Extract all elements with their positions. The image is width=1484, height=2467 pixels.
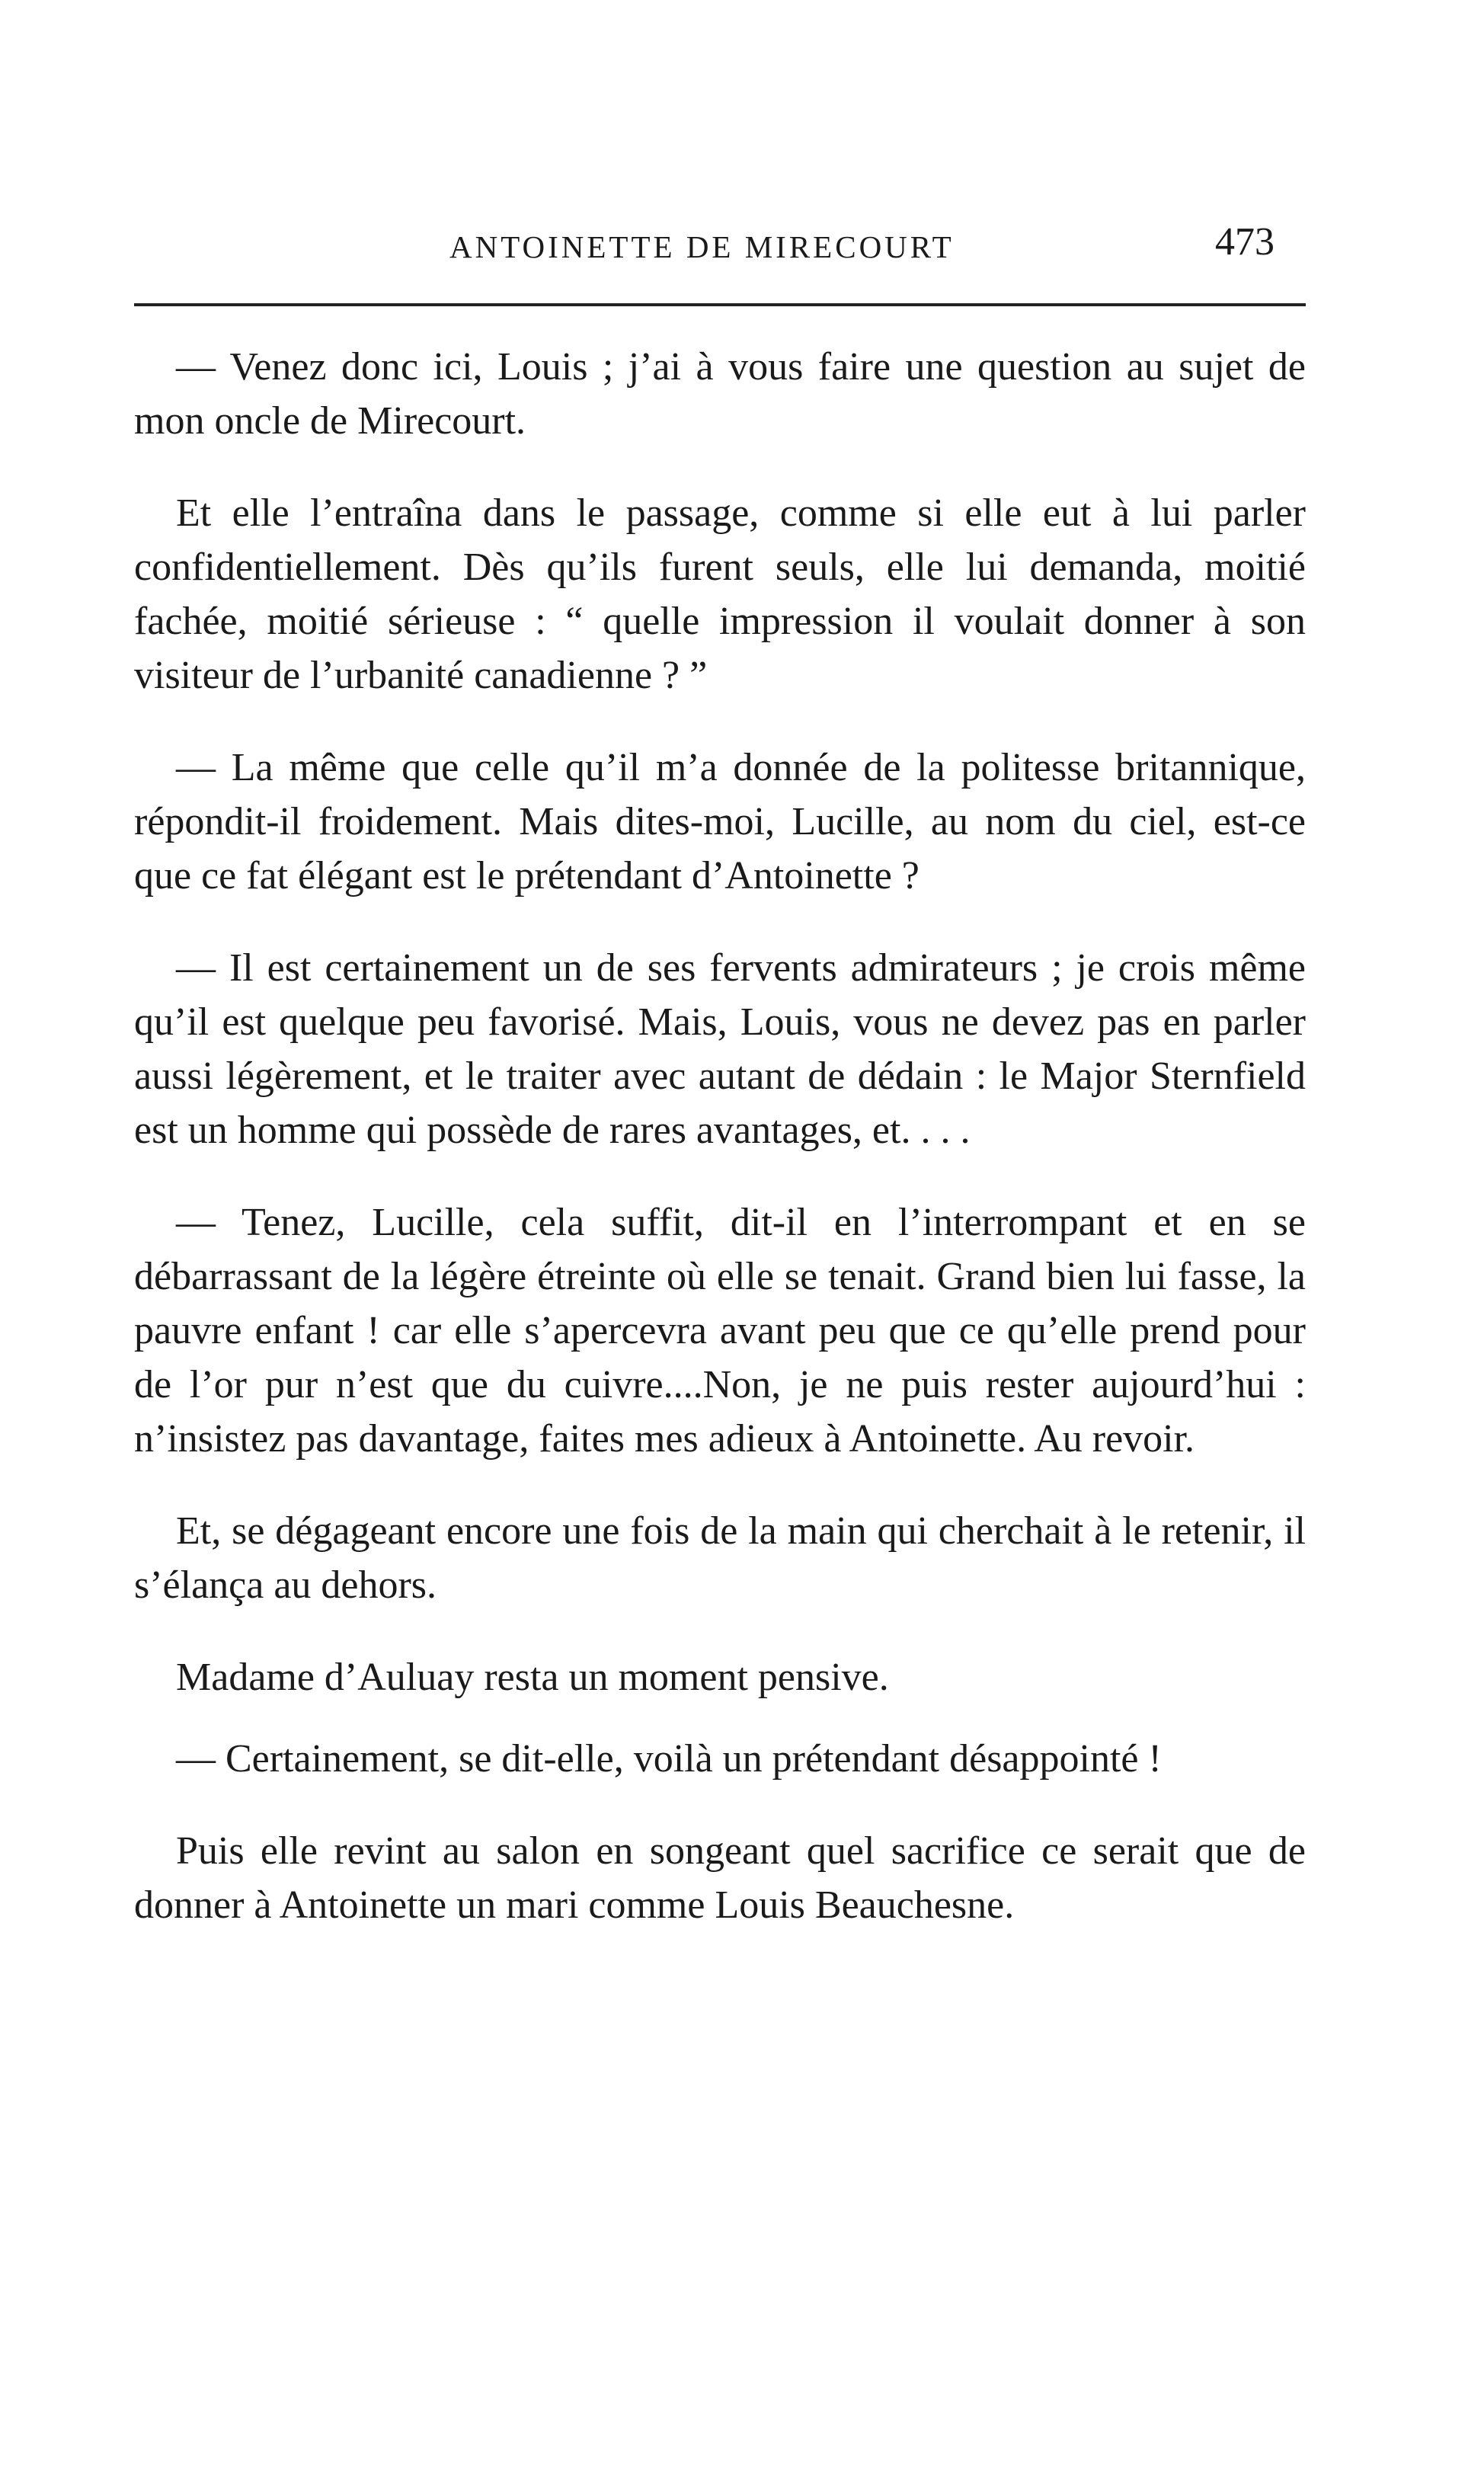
paragraph: Et, se dégageant encore une fois de la main qui cherchait à le retenir, il s’élança au dehors. (134, 1509, 1306, 1607)
paragraph: — Venez donc ici, Louis ; j’ai à vous faire une question au sujet de mon oncle de Mirecourt. (134, 345, 1306, 443)
page-number: 473 (1215, 220, 1275, 264)
paragraph: — Tenez, Lucille, cela suffit, dit-il en l’interrompant et en se débarrassant de la légère étreinte où elle se tenait. Grand bien lui fasse, la pauvre enfant ! car elle s’apercevra avant peu que ce qu’elle prend pour de l’or pur n’est que du cuivre....Non, je ne puis rester aujourd’hui : n’insistez pas davantage, faites mes adieux à Antoinette. Au revoir. (134, 1201, 1306, 1461)
paragraph: Madame d’Auluay resta un moment pensive. (176, 1656, 889, 1699)
running-title: ANTOINETTE DE MIRECOURT (449, 229, 955, 264)
paragraph: — Certainement, se dit-elle, voilà un prétendant désappointé ! (176, 1737, 1162, 1781)
paragraph: — La même que celle qu’il m’a donnée de la politesse britannique, répondit-il froidement. Mais dites-moi, Lucille, au nom du ciel, est-ce que ce fat élégant est le prétendant d’Antoinette ? (134, 746, 1306, 898)
body-text (134, 340, 1306, 1970)
paragraph: Puis elle revint au salon en songeant quel sacrifice ce serait que de donner à Antoinette un mari comme Louis Beauchesne. (134, 1829, 1306, 1927)
paragraph: — Il est certainement un de ses fervents admirateurs ; je crois même qu’il est quelque peu favorisé. Mais, Louis, vous ne devez pas en parler aussi légèrement, et le traiter avec autant de dédain : le Major Sternfield est un homme qui possède de rares avantages, et. . . . (134, 946, 1306, 1152)
paragraph: Et elle l’entraîna dans le passage, comme si elle eut à lui parler confidentiellement. Dès qu’ils furent seuls, elle lui demanda, moitié fachée, moitié sérieuse : “ quelle impression il voulait donner à son visiteur de l’urbanité canadienne ? ” (134, 491, 1306, 697)
header-rule (134, 303, 1306, 306)
